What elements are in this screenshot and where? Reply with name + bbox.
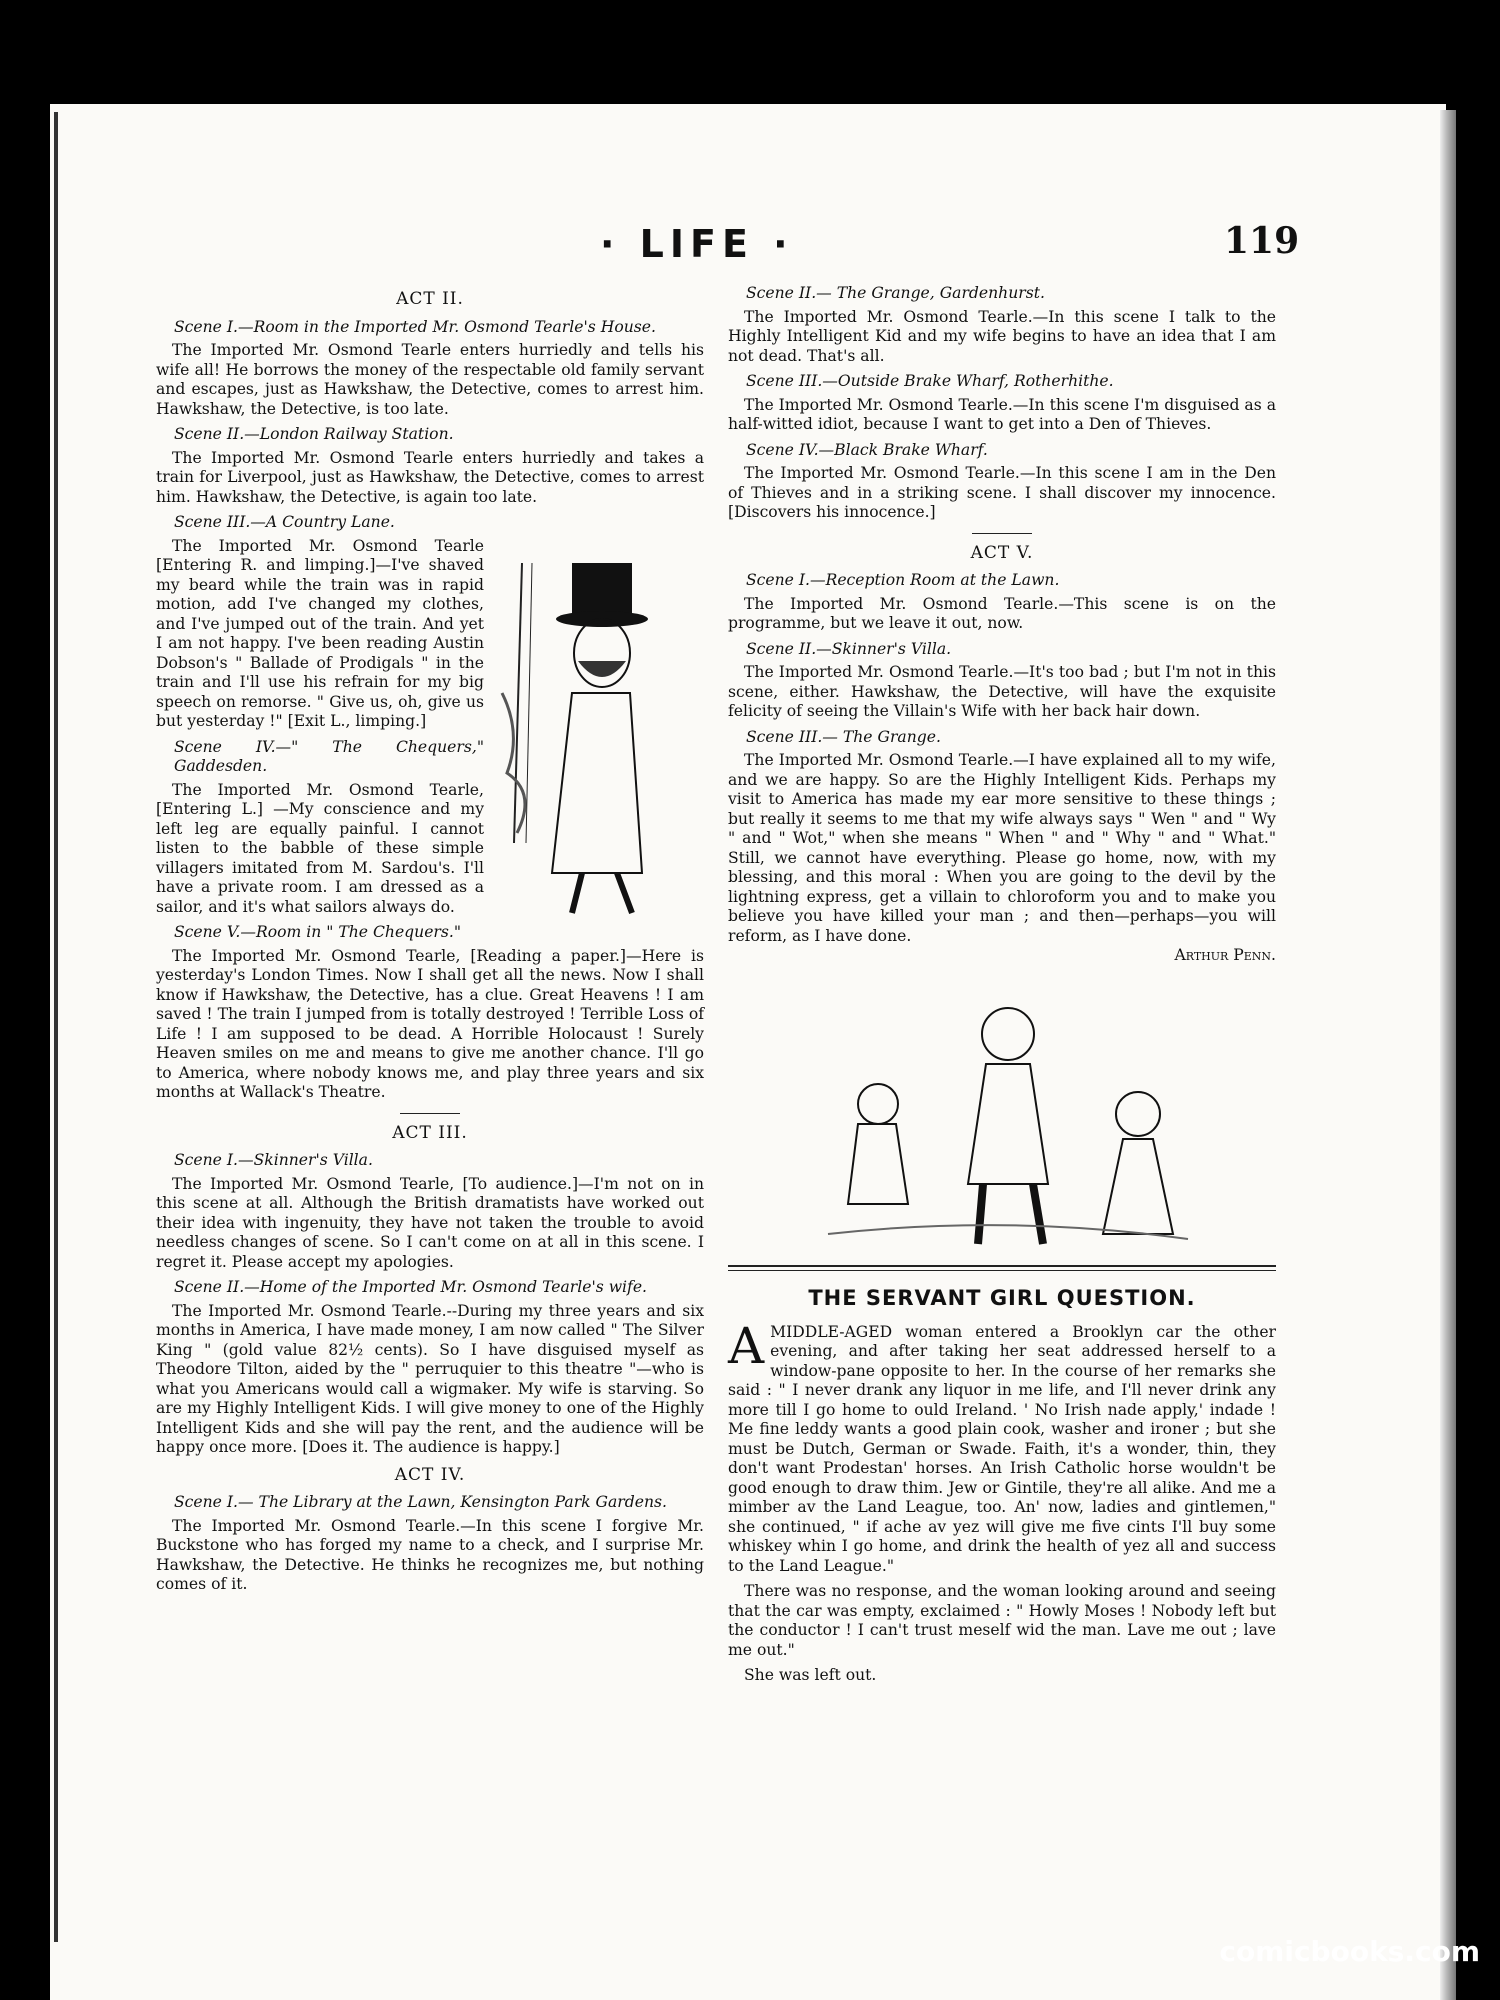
scene-title: Scene I.—Room in the Imported Mr. Osmond Tearle's House.: [174, 317, 656, 336]
masthead: · LIFE ·: [600, 222, 794, 266]
scene-text: The Imported Mr. Osmond Tearle enters hurriedly and takes a train for Liverpool, just as Hawkshaw, the Detective, comes to arrest him. Hawkshaw, the Detective, is again too late.: [156, 448, 704, 506]
scene-title: Scene IV.—Black Brake Wharf.: [746, 440, 988, 459]
scene-title: Scene III.—Outside Brake Wharf, Rotherhithe.: [746, 372, 1114, 390]
divider: [972, 533, 1032, 534]
scene-title: Scene V.—Room in " The Chequers.": [174, 923, 462, 941]
page-number: 119: [1224, 220, 1300, 262]
scene-text: The Imported Mr. Osmond Tearle, [Entering L.] —My conscience and my left leg are equally painful. I cannot listen to the babble of these simple villagers imitated from M. Sardou's. I'll have a private room. I am dressed as a sailor, and it's what sailors always do.: [156, 780, 484, 916]
author-signature: Arthur Penn.: [1174, 946, 1276, 964]
scene-text: The Imported Mr. Osmond Tearle.—It's too bad ; but I'm not in this scene, either. Hawkshaw, the Detective, will have the exquisite felicity of seeing the Villain's Wife with her back hair down.: [728, 663, 1276, 720]
article-paragraph: She was left out.: [744, 1666, 877, 1684]
scene-title: Scene II.—Skinner's Villa.: [746, 639, 952, 658]
act-heading: ACT V.: [970, 542, 1034, 563]
scene-text: The Imported Mr. Osmond Tearle.—In this scene I am in the Den of Thieves and in a striking scene. I shall discover my innocence. [Discovers his innocence.]: [728, 464, 1276, 521]
scene-text: The Imported Mr. Osmond Tearle enters hurriedly and tells his wife all! He borrows the money of the respectable old family servant and escapes, just as Hawkshaw, the Detective, comes to arrest him. Hawkshaw, the Detective, is too late.: [156, 341, 704, 418]
scene-text: The Imported Mr. Osmond Tearle, [Reading a paper.]—Here is yesterday's London Times. Now I shall get all the news. Now I shall know if Hawkshaw, the Detective, has a clue. Great Heavens ! I am saved ! The train I jumped from is totally destroyed ! Terrible Loss of Life ! I am supposed to be dead. A Horrible Holocaust ! Surely Heaven smiles on me and means to give me another chance. I'll go to America, where nobody knows me, and play three years and six months at Wallack's Theatre.: [156, 946, 704, 1101]
scene-text: The Imported Mr. Osmond Tearle, [To audience.]—I'm not on in this scene at all. Although the British dramatists have worked out their idea with ingenuity, they have not taken the trouble to avoid needless changes of scene. So I can't come on at all in this scene. I regret it. Please accept my apologies.: [156, 1174, 704, 1271]
drop-cap: A: [728, 1316, 765, 1375]
scene-title: Scene II.— The Grange, Gardenhurst.: [746, 284, 1045, 302]
scene-title: Scene III.— The Grange.: [746, 727, 941, 746]
scene-text: The Imported Mr. Osmond Tearle.—This scene is on the programme, but we leave it out, now.: [728, 594, 1276, 632]
page-edge: [1440, 110, 1456, 2000]
act-heading: ACT III.: [392, 1122, 468, 1143]
scene-text: The Imported Mr. Osmond Tearle [Entering R. and limping.]—I've shaved my beard while the train was in rapid motion, add I've changed my clothes, and I've jumped out of the train. And yet I am not happy. I've been reading Austin Dobson's " Ballade of Prodigals " in the train and I'll use his refrain for my big speech on remorse. " Give us, oh, give us but yesterday !" [Exit L., limping.]: [156, 536, 484, 730]
scene-title: Scene II.—Home of the Imported Mr. Osmond Tearle's wife.: [174, 1278, 648, 1296]
left-column: [156, 282, 704, 1601]
scene-text: The Imported Mr. Osmond Tearle.—In this scene I'm disguised as a half-witted idiot, because I want to get into a Den of Thieves.: [728, 395, 1276, 433]
tearle-illustration: [492, 543, 714, 923]
section-divider: [728, 1265, 1276, 1271]
scene-title: Scene I.—Skinner's Villa.: [174, 1151, 373, 1169]
article-title: THE SERVANT GIRL QUESTION.: [808, 1286, 1196, 1310]
watermark: comicbooks.com: [1219, 1935, 1480, 1968]
children-illustration: [728, 984, 1276, 1246]
scene-title: Scene I.— The Library at the Lawn, Kensington Park Gardens.: [174, 1493, 667, 1511]
act-heading: ACT II.: [396, 289, 464, 309]
right-column: [728, 282, 1276, 1692]
article-paragraph: MIDDLE-AGED woman entered a Brooklyn car the other evening, and after taking her seat addressed herself to a window-pane opposite to her. In the course of her remarks she said : " I never drank any liquor in me life, and I'll never drink any more till I go home to ould Ireland. ' No Irish nade apply,' indade ! Me fine leddy wants a good plain cook, washer and ironer ; but she must be Dutch, German or Swade. Faith, it's a wonder, thin, they don't want Prodestan' horses. An Irish Catholic horse wouldn't be good enough to draw thim. Jew or Gintile, they're all alike. And me a mimber av the Land League, too. An' now, ladies and gintlemen," she continued, " if ache av yez will give me five cints I'll buy some whiskey whin I go home, and drink the health of yez all and success to the Land League.": [728, 1322, 1276, 1575]
scene-title: Scene II.—London Railway Station.: [174, 425, 454, 443]
scene-text: The Imported Mr. Osmond Tearle.—I have explained all to my wife, and we are happy. So are the Highly Intelligent Kids. Perhaps my visit to America has made my ear more sensitive to these things ; but really it seems to me that my wife always says " Wen " and " Wy " and " Wot," when she means " When " and " Why " and " What." Still, we cannot have everything. Please go home, now, with my blessing, and this moral : When you are going to the devil by the lightning express, get a villain to chloroform you and to make you believe you have killed your man ; and then—perhaps—you will reform, as I have done.: [728, 751, 1276, 945]
act-heading: ACT IV.: [394, 1464, 466, 1485]
article-paragraph: There was no response, and the woman looking around and seeing that the car was empty, exclaimed : " Howly Moses ! Nobody left but the conductor ! I can't trust meself wid the man. Lave me out ; lave me out.": [728, 1582, 1276, 1659]
scene-text: The Imported Mr. Osmond Tearle.--During my three years and six months in America, I have made money, I am now called " The Silver King " (gold value 82½ cents). So I have disguised myself as Theodore Tilton, aided by the " perruquier to this theatre "—who is what you Americans would call a wigmaker. My wife is starving. So are my Highly Intelligent Kids. I will give money to one of the Highly Intelligent Kids and she will pay the rent, and the audience will be happy once more. [Does it. The audience is happy.]: [156, 1301, 704, 1456]
scene-text: The Imported Mr. Osmond Tearle.—In this scene I talk to the Highly Intelligent Kid and my wife begins to have an idea that I am not dead. That's all.: [728, 307, 1276, 365]
scene-title: Scene I.—Reception Room at the Lawn.: [746, 571, 1060, 589]
divider: [400, 1113, 460, 1114]
scene-title: Scene IV.—" The Chequers," Gaddesden.: [174, 737, 484, 775]
scene-text: The Imported Mr. Osmond Tearle.—In this scene I forgive Mr. Buckstone who has forged my name to a check, and I surprise Mr. Hawkshaw, the Detective. He thinks he recognizes me, but nothing comes of it.: [156, 1516, 704, 1593]
scene-title: Scene III.—A Country Lane.: [174, 513, 395, 531]
page-spine: [54, 112, 58, 1942]
